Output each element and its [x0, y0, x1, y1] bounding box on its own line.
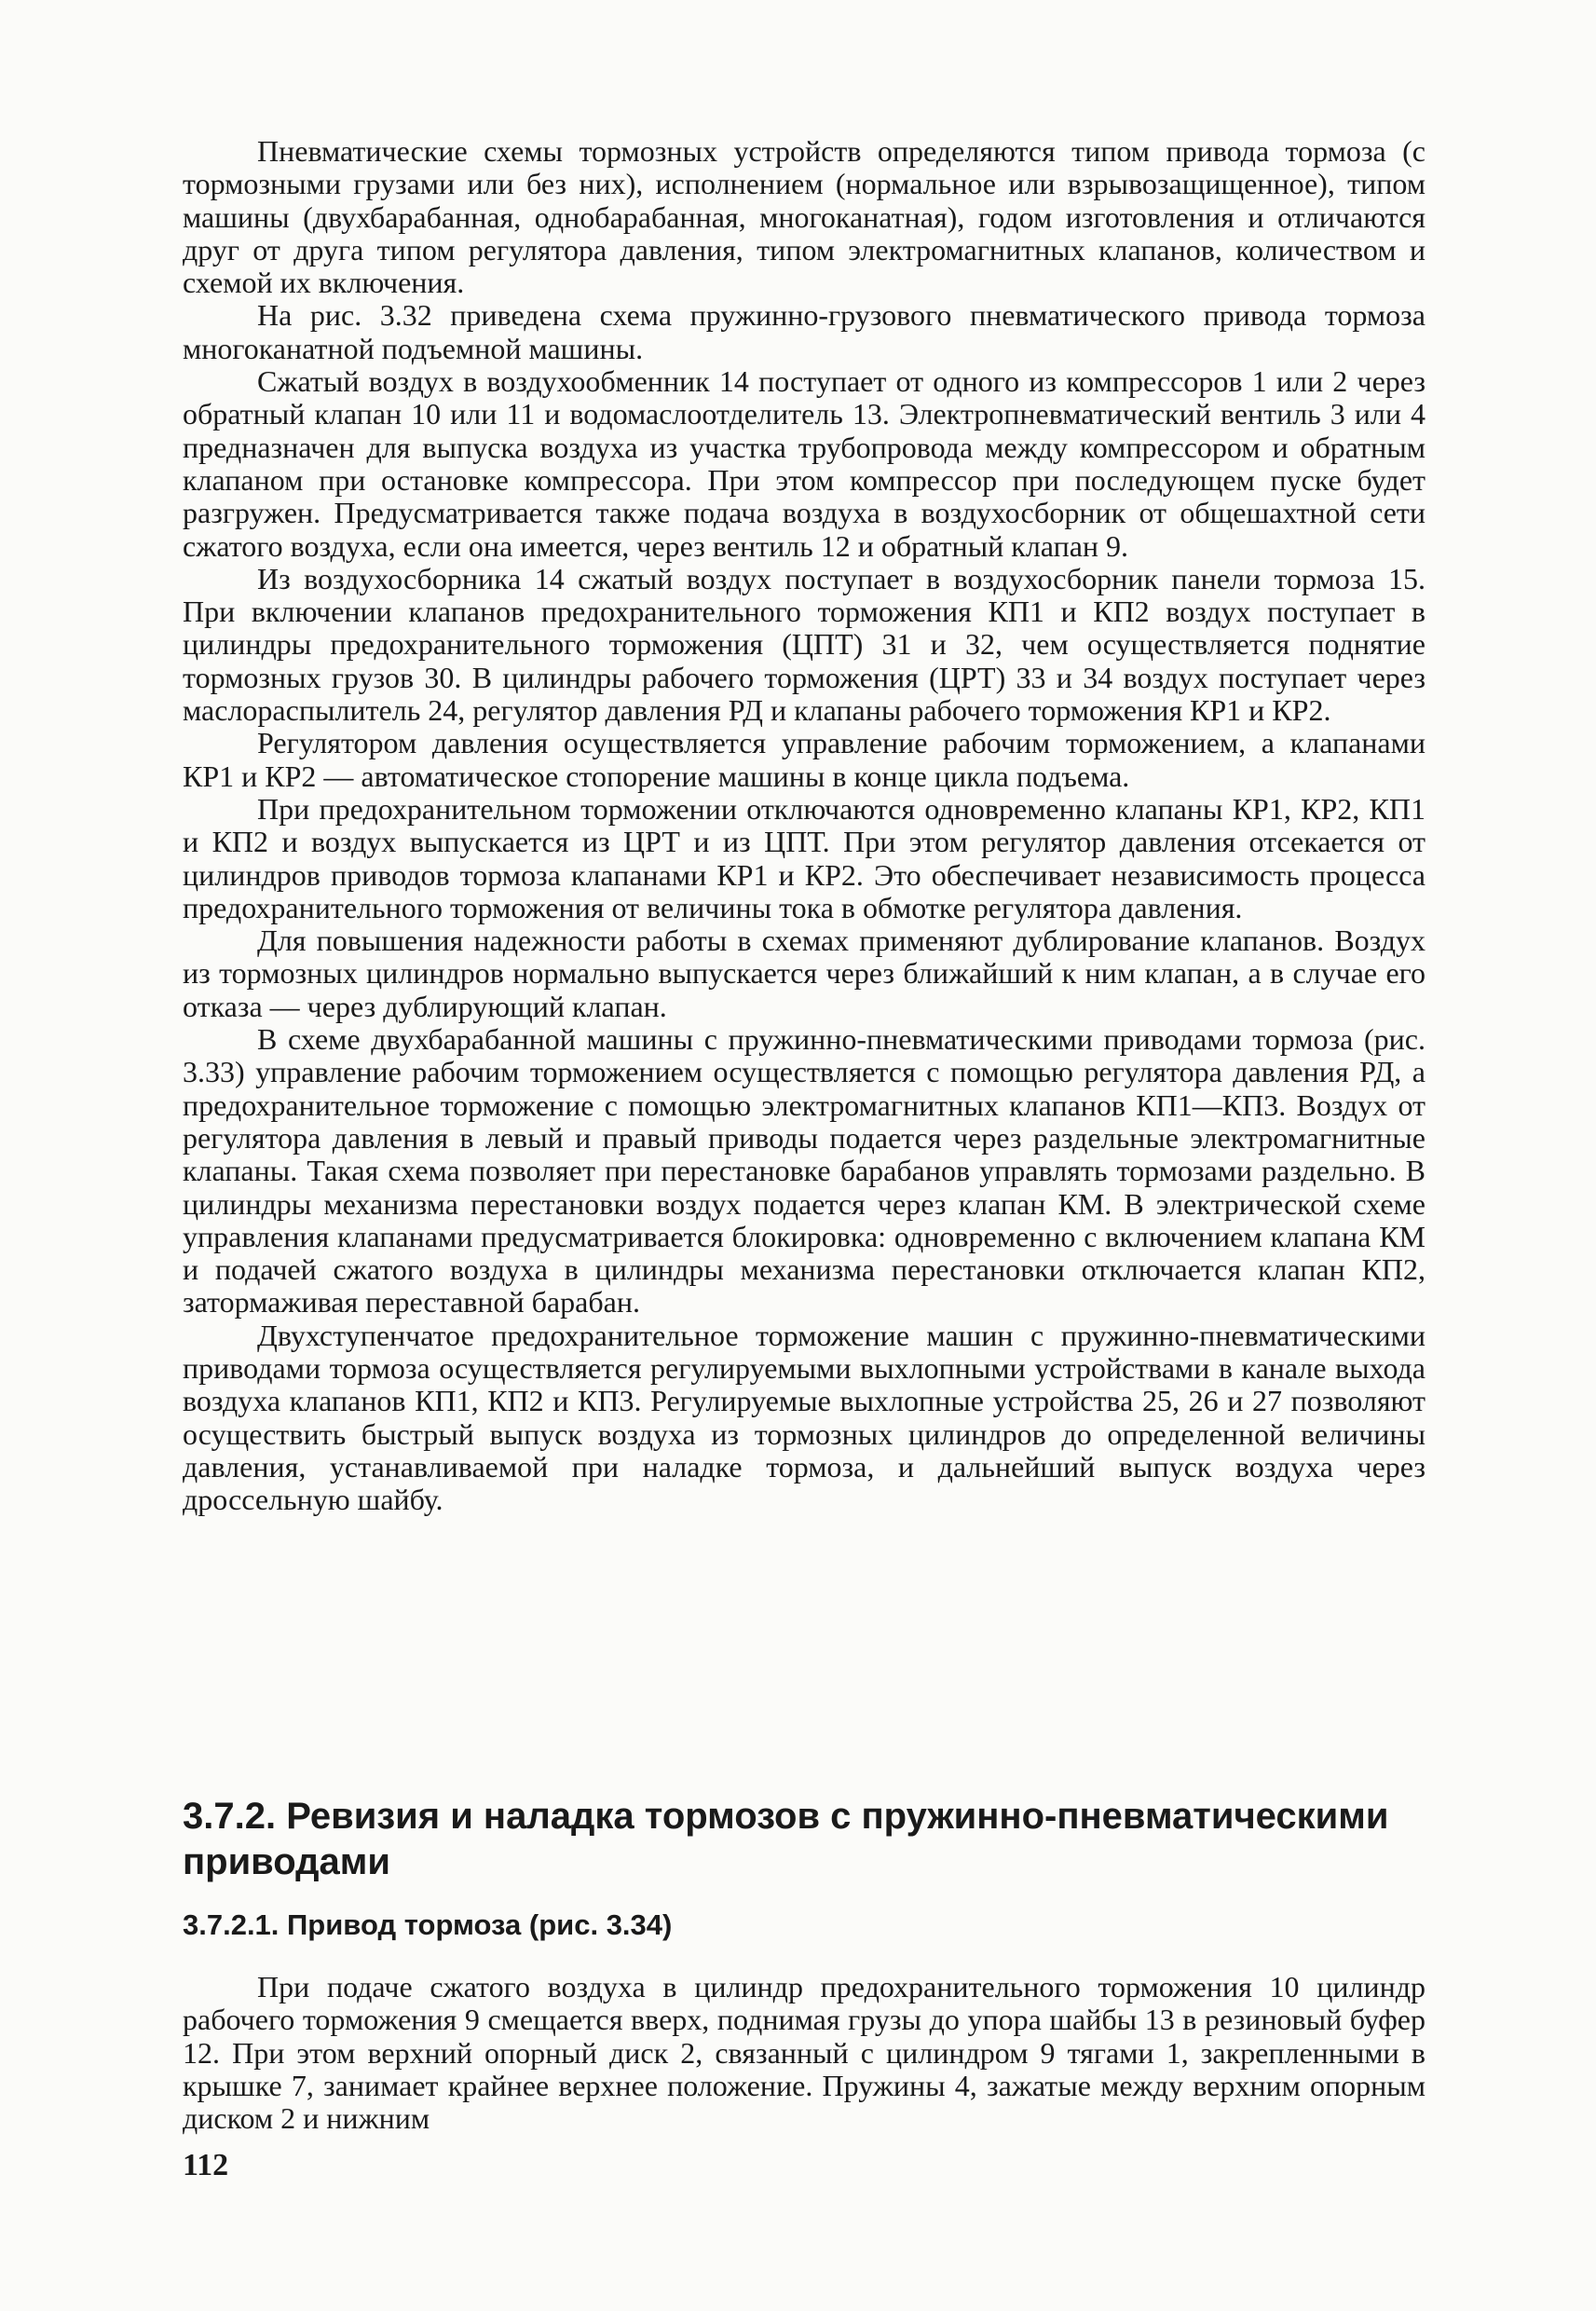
- paragraph: Для повышения надежности работы в схемах применяют дублирование клапанов. Воздух из тормозных цилиндров нормально выпускается через ближайший к ним клапан, а в случае его отказа — через дублирующий клапан.: [183, 923, 1425, 1023]
- paragraph: При подаче сжатого воздуха в цилиндр предохранительного торможения 10 цилиндр рабочего торможения 9 смещается вверх, поднимая грузы до упора шайбы 13 в резиновый буфер 12. При этом верхний опорный диск 2, связанный с цилиндром 9 тягами 1, закрепленными в крышке 7, занимает крайнее верхнее положение. Пружины 4, зажатые между верхним опорным диском 2 и нижним: [183, 1970, 1425, 2136]
- subsection-heading: 3.7.2.1. Привод тормоза (рис. 3.34): [183, 1908, 673, 1941]
- paragraph: Двухступенчатое предохранительное торможение машин с пружинно-пневматическими приводами тормоза осуществляется регулируемыми выхлопными устройствами в канале выхода воздуха клапанов КП1, КП2 и КП3. Регулируемые выхлопные устройства 25, 26 и 27 позволяют осуществить быстрый выпуск воздуха из тормозных цилиндров до определенной величины давления, устанавливаемой при наладке тормоза, и дальнейший выпуск воздуха через дроссельную шайбу.: [183, 1318, 1425, 1517]
- section-heading: 3.7.2. Ревизия и наладка тормозов с пружинно-пневматическими приводами: [183, 1796, 1389, 1882]
- paragraph: В схеме двухбарабанной машины с пружинно-пневматическими приводами тормоза (рис. 3.33) управление рабочим торможением осуществляется с помощью регулятора давления РД, а предохранительное торможение с помощью электромагнитных клапанов КП1—КП3. Воздух от регулятора давления в левый и правый приводы подается через раздельные электромагнитные клапаны. Такая схема позволяет при перестановке барабанов управлять тормозами раздельно. В цилиндры механизма перестановки воздух подается через клапан КМ. В электрической схеме управления клапанами предусматривается блокировка: одновременно с включением клапана КМ и подачей сжатого воздуха в цилиндры механизма перестановки отключается клапан КП2, затормаживая переставной барабан.: [183, 1022, 1425, 1320]
- paragraph: Сжатый воздух в воздухообменник 14 поступает от одного из компрессоров 1 или 2 через обратный клапан 10 или 11 и водомаслоотделитель 13. Электропневматический вентиль 3 или 4 предназначен для выпуска воздуха из участка трубопровода между компрессором и обратным клапаном при остановке компрессора. При этом компрессор при последующем пуске будет разгружен. Предусматривается также подача воздуха в воздухосборник от общешахтной сети сжатого воздуха, если она имеется, через вентиль 12 и обратный клапан 9.: [183, 364, 1425, 563]
- paragraph: При предохранительном торможении отключаются одновременно клапаны КР1, КР2, КП1 и КП2 и воздух выпускается из ЦРТ и из ЦПТ. При этом регулятор давления отсекается от цилиндров приводов тормоза клапанами КР1 и КР2. Это обеспечивает независимость процесса предохранительного торможения от величины тока в обмотке регулятора давления.: [183, 791, 1425, 924]
- body-text: [183, 135, 1425, 1516]
- paragraph: Пневматические схемы тормозных устройств определяются типом привода тормоза (с тормозными грузами или без них), исполнением (нормальное или взрывозащищенное), типом машины (двухбарабанная, однобарабанная, многоканатная), годом изготовления и отличаются друг от друга типом регулятора давления, типом электромагнитных клапанов, количеством и схемой их включения.: [183, 134, 1425, 300]
- page-number: 112: [183, 2148, 229, 2182]
- paragraph: На рис. 3.32 приведена схема пружинно-грузового пневматического привода тормоза многоканатной подъемной машины.: [183, 298, 1425, 365]
- paragraph: Регулятором давления осуществляется управление рабочим торможением, а клапанами КР1 и КР2 — автоматическое стопорение машины в конце цикла подъема.: [183, 726, 1425, 793]
- paragraph: Из воздухосборника 14 сжатый воздух поступает в воздухосборник панели тормоза 15. При включении клапанов предохранительного торможения КП1 и КП2 воздух поступает в цилиндры предохранительного торможения (ЦПТ) 31 и 32, чем осуществляется поднятие тормозных грузов 30. В цилиндры рабочего торможения (ЦРТ) 33 и 34 воздух поступает через маслораспылитель 24, регулятор давления РД и клапаны рабочего торможения КР1 и КР2.: [183, 561, 1425, 728]
- body-text-continued: [183, 1971, 1425, 2135]
